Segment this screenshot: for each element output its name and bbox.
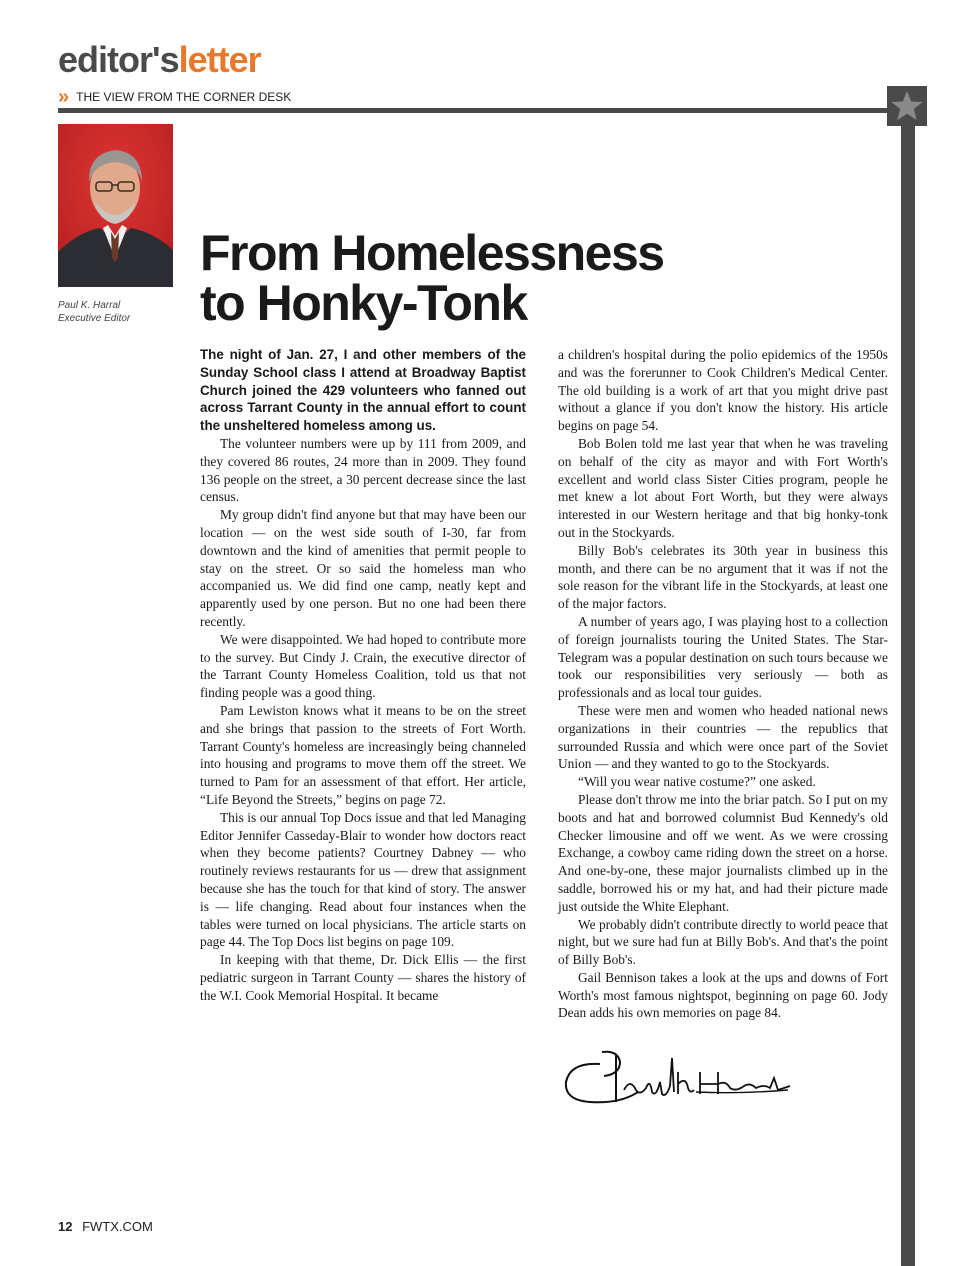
body-paragraph: In keeping with that theme, Dr. Dick Ellis — the first pediatric surgeon in Tarrant County — shares the history of the W.I. Cook Memorial Hospital. It became — [200, 952, 526, 1003]
body-paragraph: Gail Bennison takes a look at the ups and downs of Fort Worth's most famous nightspot, beginning on page 60. Jody Dean adds his own memories on page 84. — [558, 969, 888, 1021]
star-badge — [887, 86, 927, 126]
section-masthead — [58, 38, 261, 82]
header-rule — [58, 108, 904, 113]
masthead-part1: editor's — [58, 39, 179, 80]
body-paragraph: A number of years ago, I was playing host to a collection of foreign journalists touring the United States. The Star-Telegram was a popular destination on such tours because we took our responsibilities very seriously — both as professionals and as local tour guides. — [558, 613, 888, 701]
body-paragraph: This is our annual Top Docs issue and that led Managing Editor Jennifer Casseday-Blair to wonder how doctors react when they become patients? Courtney Dabney — who routinely reviews restaurants for us — drew that assignment because she has the touch for that kind of story. The answer is — life changing. Read about four instances when the tables were turned on local physicians. The article starts on page 44. The Top Docs list begins on page 109. — [200, 809, 526, 950]
site-url: FWTX.COM — [82, 1219, 153, 1234]
author-photo — [58, 124, 173, 287]
lead-paragraph: The night of Jan. 27, I and other members of the Sunday School class I attend at Broadway Baptist Church joined the 429 volunteers who fanned out across Tarrant County in the annual effort to count the unsheltered homeless among us. — [200, 347, 526, 434]
body-paragraph: My group didn't find anyone but that may have been our location — on the west side south of I-30, far from downtown and the kind of amenities that permit people to stay on the street. Or so said the homeless man who accompanied us. We did find one camp, neatly kept and apparently used by one person. But no one had been there recently. — [200, 507, 526, 629]
article-column-1 — [200, 346, 526, 1004]
masthead-part2: letter — [178, 39, 261, 80]
article-column-2 — [558, 346, 888, 1022]
body-paragraph: We probably didn't contribute directly to world peace that night, but we sure had fun at Billy Bob's. And that's the point of Billy Bob's. — [558, 916, 888, 968]
title-line-2: to Honky-Tonk — [200, 275, 527, 331]
body-paragraph: Pam Lewiston knows what it means to be on the street and she brings that passion to the streets of Fort Worth. Tarrant County's homeless are increasingly being channeled into housing and programs to move them off the street. We turned to Pam for an assessment of that effort. Her article, “Life Beyond the Streets,” begins on page 72. — [200, 702, 526, 807]
author-name: Paul K. Harral — [58, 300, 121, 311]
body-paragraph: Bob Bolen told me last year that when he was traveling on behalf of the city as mayor and with Fort Worth's excellent and world class Sister Cities program, people he met knew a lot about Fort Worth, but they were always interested in our Western heritage and that big honky-tonk out in the Stockyards. — [558, 435, 888, 540]
body-paragraph: These were men and women who headed national news organizations in their countries — the republics that surrounded Russia and which were once part of the Soviet Union — and they wanted to go to the Stockyards. — [558, 702, 888, 772]
page-number: 12 — [58, 1219, 73, 1234]
star-icon — [887, 86, 927, 126]
article-title — [200, 225, 664, 331]
side-rule — [901, 88, 915, 1266]
title-line-1: From Homelessness — [200, 225, 664, 281]
page-footer — [58, 1219, 153, 1234]
author-title: Executive Editor — [58, 313, 131, 324]
double-chevron-icon: » — [58, 86, 67, 108]
author-signature — [560, 1042, 800, 1112]
kicker-text: THE VIEW FROM THE CORNER DESK — [76, 90, 292, 104]
body-paragraph: The volunteer numbers were up by 111 from 2009, and they covered 86 routes, 24 more than in 2009. They found 136 people on the street, a 30 percent decrease since the last census. — [200, 435, 526, 505]
body-paragraph: “Will you wear native costume?” one asked. — [578, 774, 816, 790]
author-caption — [58, 299, 130, 325]
body-paragraph: Billy Bob's celebrates its 30th year in business this month, and there can be no argument that it was if not the sole reason for the vibrant life in the Stockyards, at least one of the major factors. — [558, 542, 888, 612]
body-paragraph: a children's hospital during the polio epidemics of the 1950s and was the forerunner to Cook Children's Medical Center. The old building is a work of art that you might drive past without a glance if you don't know the history. His article begins on page 54. — [558, 347, 888, 434]
kicker — [58, 86, 292, 108]
body-paragraph: We were disappointed. We had hoped to contribute more to the survey. But Cindy J. Crain, the executive director of the Tarrant County Homeless Coalition, told us that not finding people was a good thing. — [200, 631, 526, 701]
body-paragraph: Please don't throw me into the briar patch. So I put on my boots and hat and borrowed columnist Bud Kennedy's old Checker limousine and off we went. As we were crossing Exchange, a cowboy came riding down the street on a horse. And one-by-one, these major journalists climbed up in the saddle, borrowed his or my hat, and had their picture made just outside the White Elephant. — [558, 791, 888, 914]
